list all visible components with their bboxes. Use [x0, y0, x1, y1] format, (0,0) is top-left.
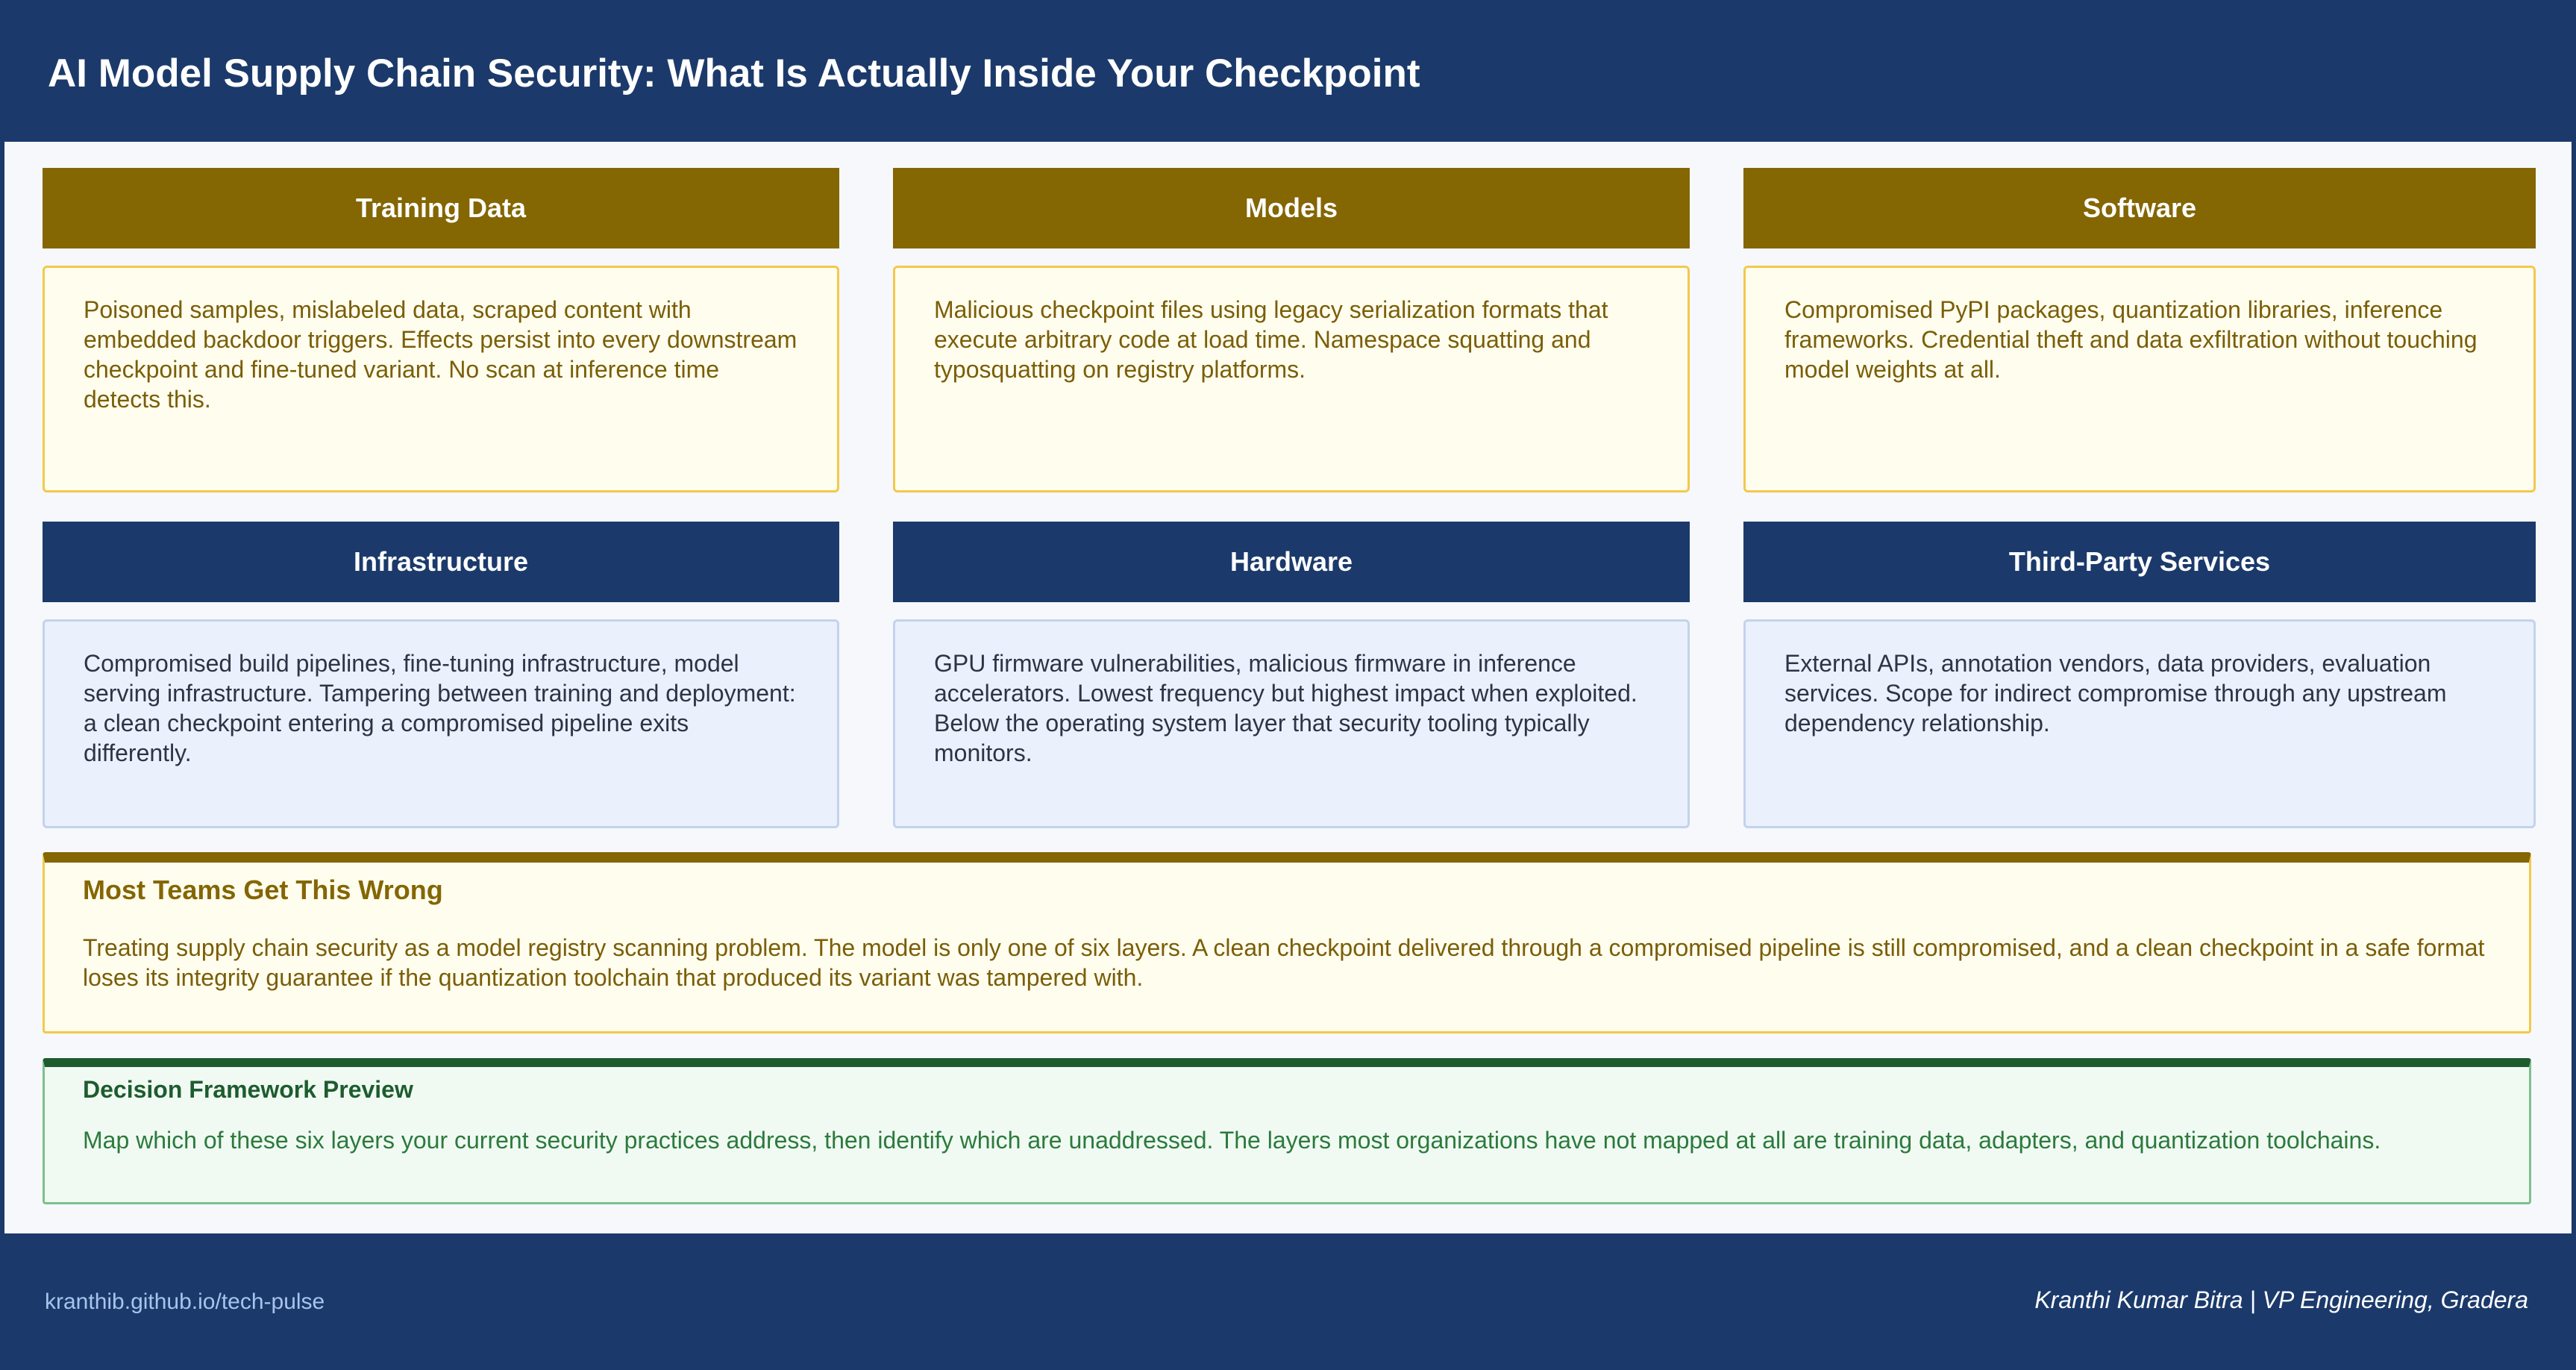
warning-title: Most Teams Get This Wrong: [83, 875, 443, 905]
layer-card-models: Malicious checkpoint files using legacy serialization formats that execute arbitrary code at load time. Namespace squatting and typosquatting on registry platforms.: [893, 266, 1690, 492]
layer-card-third-party-services: External APIs, annotation vendors, data providers, evaluation services. Scope for indirect compromise through any upstream dependency relationship.: [1743, 619, 2536, 828]
footer-author: Kranthi Kumar Bitra | VP Engineering, Gradera: [2034, 1286, 2528, 1313]
page-title: AI Model Supply Chain Security: What Is Actually Inside Your Checkpoint: [48, 51, 1420, 96]
layer-card-training-data: Poisoned samples, mislabeled data, scraped content with embedded backdoor triggers. Effects persist into every downstream checkpoint and fine-tuned variant. No scan at inference time detects this.: [43, 266, 839, 492]
warning-body: Treating supply chain security as a model registry scanning problem. The model is only one of six layers. A clean checkpoint delivered through a compromised pipeline is still compromised, and a clean checkpoint in a safe format loses its integrity guarantee if the quantization toolchain that produced its variant was tampered with.: [83, 934, 2485, 991]
decision-body: Map which of these six layers your current security practices address, then identify which are unaddressed. The layers most organizations have not mapped at all are training data, adapters, and quantization toolchains.: [83, 1127, 2381, 1154]
warning-callout: [43, 852, 2531, 1033]
layer-header-training-data: Training Data: [43, 168, 839, 248]
layer-header-hardware: Hardware: [893, 522, 1690, 602]
layer-card-infrastructure: Compromised build pipelines, fine-tuning infrastructure, model serving infrastructure. Tampering between training and deployment: a clean checkpoint entering a compromised pipeline exits differently.: [43, 619, 839, 828]
layer-header-models: Models: [893, 168, 1690, 248]
layer-header-infrastructure: Infrastructure: [43, 522, 839, 602]
layer-header-software: Software: [1743, 168, 2536, 248]
layer-card-hardware: GPU firmware vulnerabilities, malicious firmware in inference accelerators. Lowest frequency but highest impact when exploited. Below the operating system layer that security tooling typically monitors.: [893, 619, 1690, 828]
layer-card-software: Compromised PyPI packages, quantization libraries, inference frameworks. Credential theft and data exfiltration without touching model weights at all.: [1743, 266, 2536, 492]
header-bar: [0, 0, 2576, 142]
layer-header-third-party-services: Third-Party Services: [1743, 522, 2536, 602]
decision-title: Decision Framework Preview: [83, 1076, 413, 1103]
footer-link[interactable]: kranthib.github.io/tech-pulse: [45, 1289, 325, 1314]
decision-callout: [43, 1058, 2531, 1204]
